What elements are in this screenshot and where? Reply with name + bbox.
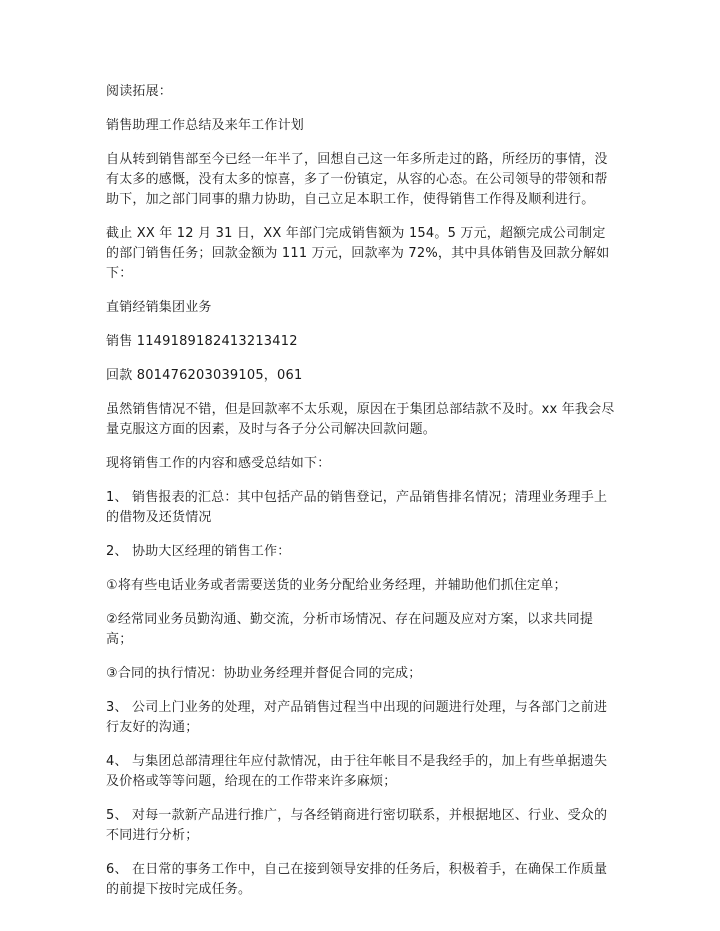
- sub-item-1: ①将有些电话业务或者需要送货的业务分配给业务经理，并辅助他们抓住定单；: [106, 578, 567, 593]
- sub-item-3: ③合同的执行情况：协助业务经理并督促合同的完成；: [106, 666, 422, 681]
- list-item-6: 6、 在日常的事务工作中，自己在接到领导安排的任务后，积极着手，在确保工作质量的前提下按时完成任务。: [106, 862, 608, 897]
- section-label: 阅读拓展：: [106, 84, 173, 99]
- sub-item-2: ②经常同业务员勤沟通、勤交流，分析市场情况、存在问题及应对方案，以求共同提高；: [106, 612, 594, 647]
- summary-intro-line: 现将销售工作的内容和感受总结如下：: [106, 456, 331, 471]
- list-item-2: 2、 协助大区经理的销售工作：: [106, 544, 291, 559]
- intro-paragraph: 自从转到销售部至今已经一年半了，回想自己这一年多所走过的路，所经历的事情，没有太多的感慨，没有太多的惊喜，多了一份镇定，从容的心态。在公司领导的带领和帮助下，加之部门同事的鼎力协助，自己立足本职工作，使得销售工作得及顺利进行。: [106, 152, 608, 207]
- business-category-line: 直销经销集团业务: [106, 300, 212, 315]
- list-item-1: 1、 销售报表的汇总：其中包括产品的销售登记，产品销售排名情况；清理业务理手上的借物及还货情况: [106, 490, 608, 525]
- list-item-5: 5、 对每一款新产品进行推广，与各经销商进行密切联系，并根据地区、行业、受众的不同进行分析；: [106, 808, 608, 843]
- list-item-4: 4、 与集团总部清理往年应付款情况，由于往年帐目不是我经手的，加上有些单据遗失及价格或等等问题，给现在的工作带来许多麻烦；: [106, 754, 608, 789]
- collection-analysis-paragraph: 虽然销售情况不错，但是回款率不太乐观，原因在于集团总部结款不及时。xx 年我会尽量克服这方面的因素，及时与各子分公司解决回款问题。: [106, 402, 615, 437]
- sales-figures-line: 销售 1149189182413213412: [106, 334, 298, 349]
- payment-figures-line: 回款 801476203039105，061: [106, 368, 303, 383]
- document-body: [106, 82, 616, 914]
- document-title: 销售助理工作总结及来年工作计划: [106, 118, 305, 133]
- list-item-3: 3、 公司上门业务的处理，对产品销售过程当中出现的问题进行处理，与各部门之前进行友好的沟通；: [106, 700, 608, 735]
- sales-summary-paragraph: 截止 XX 年 12 月 31 日，XX 年部门完成销售额为 154。5 万元，超额完成公司制定的部门销售任务；回款金额为 111 万元，回款率为 72%，其中具体销售及回款分解如下：: [106, 226, 610, 281]
